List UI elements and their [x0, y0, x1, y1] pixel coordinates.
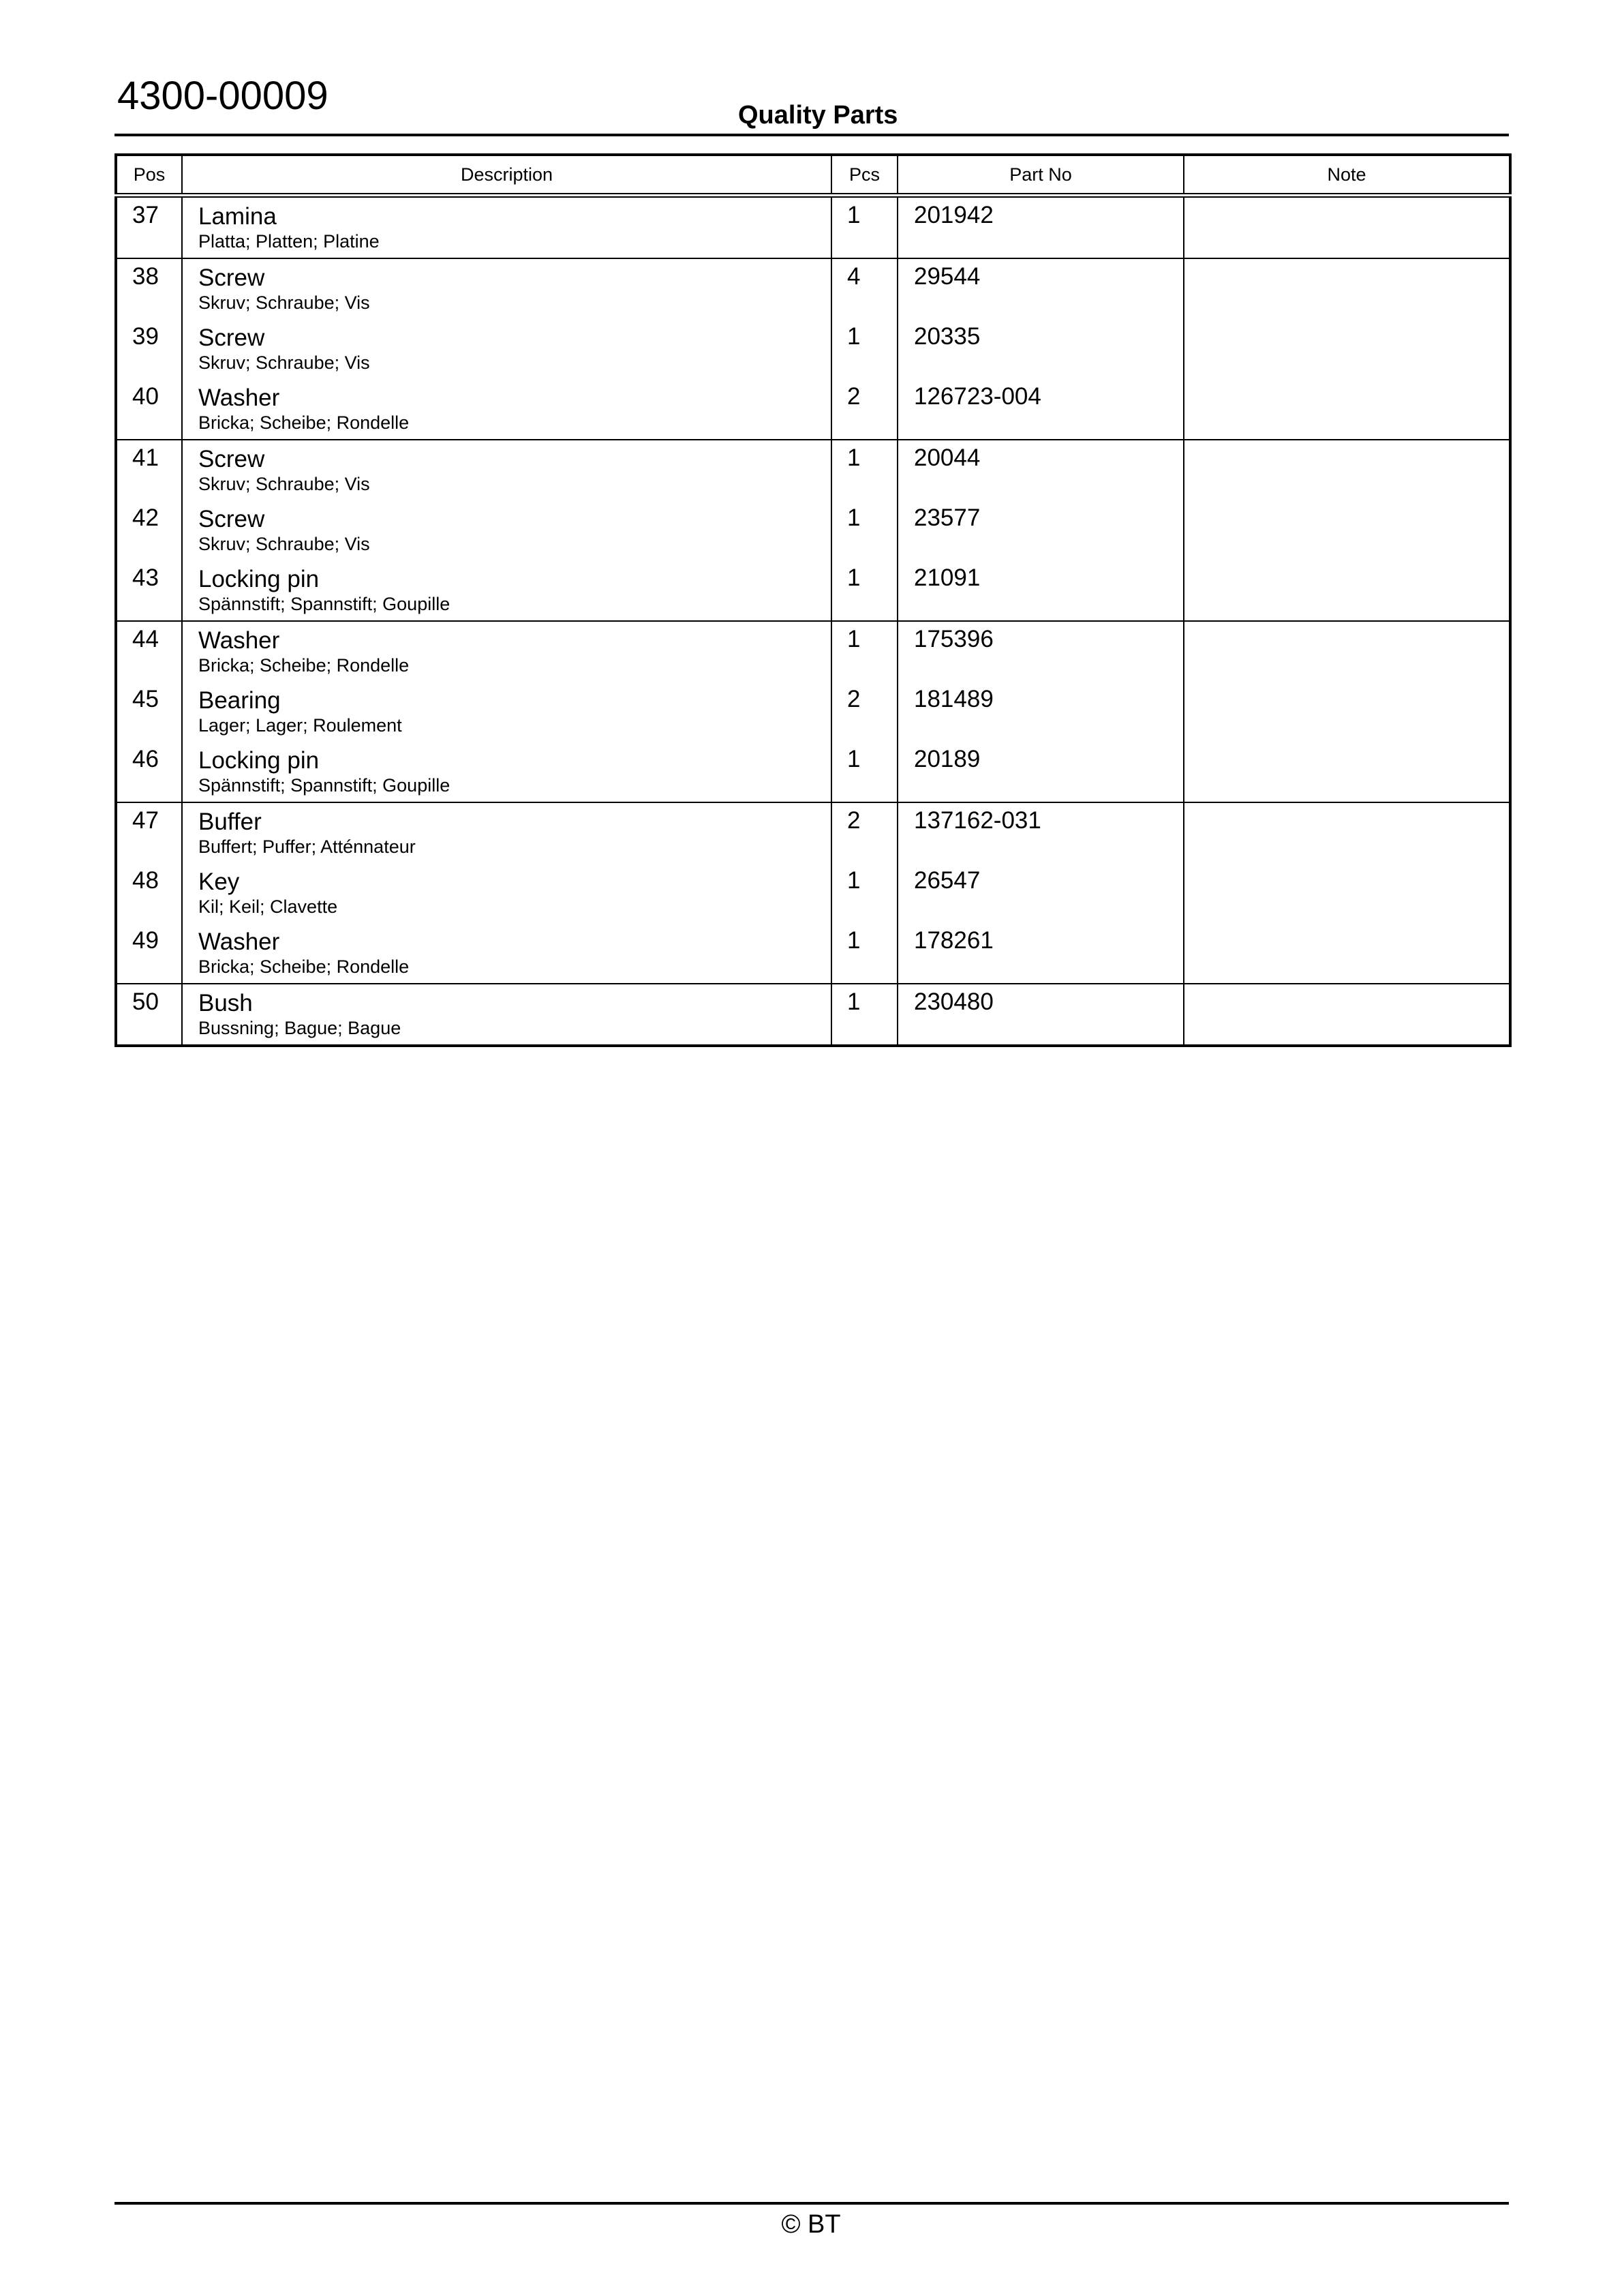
pcs-cell [831, 560, 898, 621]
pcs-cell [831, 258, 898, 319]
description-cell [182, 863, 831, 923]
pcs-cell [831, 923, 898, 984]
part-no-cell [898, 802, 1184, 863]
pcs-cell [831, 984, 898, 1046]
table-header [116, 155, 1510, 196]
description-cell [182, 923, 831, 984]
pos-value: 49 [132, 927, 159, 954]
part-number: 126723-004 [914, 383, 1041, 410]
footer-divider [114, 2202, 1509, 2205]
pos-cell [116, 560, 182, 621]
table-row [116, 682, 1510, 742]
part-name: Buffer [198, 809, 262, 835]
header-divider [114, 134, 1509, 136]
document-code: 4300-00009 [117, 74, 328, 118]
pos-cell [116, 440, 182, 500]
note-cell [1184, 984, 1510, 1046]
note-cell [1184, 560, 1510, 621]
part-name: Screw [198, 324, 265, 351]
note-cell [1184, 802, 1510, 863]
pcs-cell [831, 319, 898, 379]
table-row [116, 863, 1510, 923]
note-cell [1184, 319, 1510, 379]
part-number: 29544 [914, 263, 981, 290]
part-name: Bearing [198, 687, 281, 714]
description-cell [182, 379, 831, 440]
part-translations: Skruv; Schraube; Vis [198, 352, 370, 373]
part-no-cell [898, 560, 1184, 621]
part-number: 137162-031 [914, 807, 1041, 834]
part-name: Locking pin [198, 566, 320, 592]
part-no-cell [898, 984, 1184, 1046]
pos-value: 37 [132, 202, 159, 228]
pcs-value: 4 [847, 263, 861, 290]
part-translations: Lager; Lager; Roulement [198, 715, 402, 736]
pos-cell [116, 984, 182, 1046]
pos-value: 40 [132, 383, 159, 410]
part-name: Bush [198, 990, 253, 1016]
table-row [116, 984, 1510, 1046]
part-translations: Platta; Platten; Platine [198, 231, 380, 252]
column-header-part-no: Part No [898, 155, 1184, 196]
part-number: 178261 [914, 927, 994, 954]
column-header-note: Note [1184, 155, 1510, 196]
part-no-cell [898, 923, 1184, 984]
pcs-value: 1 [847, 444, 861, 471]
part-number: 23577 [914, 504, 981, 531]
part-translations: Skruv; Schraube; Vis [198, 292, 370, 313]
pos-value: 48 [132, 867, 159, 894]
part-number: 230480 [914, 988, 994, 1015]
part-translations: Spännstift; Spannstift; Goupille [198, 775, 450, 796]
part-translations: Skruv; Schraube; Vis [198, 474, 370, 494]
part-number: 201942 [914, 202, 994, 228]
column-header-pcs: Pcs [831, 155, 898, 196]
pos-value: 47 [132, 807, 159, 834]
part-name: Washer [198, 928, 280, 955]
pcs-cell [831, 500, 898, 560]
part-number: 20044 [914, 444, 981, 471]
description-cell [182, 621, 831, 682]
pcs-cell [831, 863, 898, 923]
pos-cell [116, 258, 182, 319]
pos-value: 43 [132, 564, 159, 591]
part-number: 175396 [914, 626, 994, 652]
note-cell [1184, 742, 1510, 802]
table-row [116, 440, 1510, 500]
header-row [116, 155, 1510, 196]
note-cell [1184, 500, 1510, 560]
description-cell [182, 500, 831, 560]
part-no-cell [898, 319, 1184, 379]
pcs-value: 1 [847, 202, 861, 228]
pos-value: 38 [132, 263, 159, 290]
part-no-cell [898, 379, 1184, 440]
part-translations: Kil; Keil; Clavette [198, 896, 338, 917]
pos-cell [116, 682, 182, 742]
pos-value: 39 [132, 323, 159, 350]
column-header-pos: Pos [116, 155, 182, 196]
part-no-cell [898, 621, 1184, 682]
pos-value: 46 [132, 746, 159, 772]
table-row [116, 258, 1510, 319]
description-cell [182, 560, 831, 621]
pos-value: 42 [132, 504, 159, 531]
table-row [116, 379, 1510, 440]
table-row [116, 196, 1510, 259]
description-cell [182, 984, 831, 1046]
part-no-cell [898, 196, 1184, 259]
pcs-value: 1 [847, 927, 861, 954]
pos-cell [116, 379, 182, 440]
table-body [116, 196, 1510, 1046]
pos-cell [116, 500, 182, 560]
copyright-text: © BT [781, 2210, 841, 2239]
part-no-cell [898, 742, 1184, 802]
part-number: 20335 [914, 323, 981, 350]
part-name: Key [198, 868, 240, 895]
pcs-cell [831, 196, 898, 259]
part-number: 21091 [914, 564, 981, 591]
parts-table [114, 153, 1512, 1047]
page-title: Quality Parts [738, 101, 898, 130]
table-row [116, 802, 1510, 863]
pcs-cell [831, 621, 898, 682]
part-number: 181489 [914, 686, 994, 712]
note-cell [1184, 923, 1510, 984]
part-translations: Skruv; Schraube; Vis [198, 534, 370, 554]
note-cell [1184, 621, 1510, 682]
description-cell [182, 742, 831, 802]
table-row [116, 560, 1510, 621]
part-name: Washer [198, 627, 280, 654]
pos-value: 41 [132, 444, 159, 471]
pcs-value: 1 [847, 988, 861, 1015]
part-name: Screw [198, 446, 265, 472]
description-cell [182, 319, 831, 379]
note-cell [1184, 863, 1510, 923]
pos-cell [116, 802, 182, 863]
part-no-cell [898, 440, 1184, 500]
table-row [116, 923, 1510, 984]
pcs-cell [831, 379, 898, 440]
part-no-cell [898, 863, 1184, 923]
note-cell [1184, 258, 1510, 319]
description-cell [182, 682, 831, 742]
note-cell [1184, 379, 1510, 440]
part-name: Locking pin [198, 747, 320, 774]
table-row [116, 319, 1510, 379]
pcs-value: 2 [847, 686, 861, 712]
description-cell [182, 440, 831, 500]
part-translations: Bussning; Bague; Bague [198, 1018, 401, 1038]
part-no-cell [898, 500, 1184, 560]
pos-cell [116, 196, 182, 259]
table-row [116, 742, 1510, 802]
pos-cell [116, 319, 182, 379]
pcs-cell [831, 682, 898, 742]
pcs-value: 1 [847, 626, 861, 652]
pos-cell [116, 621, 182, 682]
pcs-value: 1 [847, 746, 861, 772]
part-name: Screw [198, 506, 265, 532]
part-name: Lamina [198, 203, 277, 230]
part-no-cell [898, 682, 1184, 742]
pcs-value: 2 [847, 383, 861, 410]
description-cell [182, 802, 831, 863]
part-translations: Spännstift; Spannstift; Goupille [198, 594, 450, 614]
part-no-cell [898, 258, 1184, 319]
note-cell [1184, 440, 1510, 500]
pcs-value: 1 [847, 504, 861, 531]
pos-cell [116, 863, 182, 923]
description-cell [182, 258, 831, 319]
part-translations: Bricka; Scheibe; Rondelle [198, 655, 410, 676]
pcs-value: 2 [847, 807, 861, 834]
pos-value: 50 [132, 988, 159, 1015]
pos-cell [116, 923, 182, 984]
pcs-value: 1 [847, 867, 861, 894]
part-number: 20189 [914, 746, 981, 772]
description-cell [182, 196, 831, 259]
part-translations: Bricka; Scheibe; Rondelle [198, 956, 410, 977]
pcs-cell [831, 440, 898, 500]
pos-value: 45 [132, 686, 159, 712]
part-name: Washer [198, 384, 280, 411]
pos-cell [116, 742, 182, 802]
part-number: 26547 [914, 867, 981, 894]
part-translations: Buffert; Puffer; Atténnateur [198, 836, 416, 857]
pcs-value: 1 [847, 323, 861, 350]
note-cell [1184, 196, 1510, 259]
table-row [116, 500, 1510, 560]
pcs-cell [831, 802, 898, 863]
table-row [116, 621, 1510, 682]
column-header-description: Description [182, 155, 831, 196]
pos-value: 44 [132, 626, 159, 652]
pcs-value: 1 [847, 564, 861, 591]
part-name: Screw [198, 265, 265, 291]
pcs-cell [831, 742, 898, 802]
part-translations: Bricka; Scheibe; Rondelle [198, 412, 410, 433]
note-cell [1184, 682, 1510, 742]
